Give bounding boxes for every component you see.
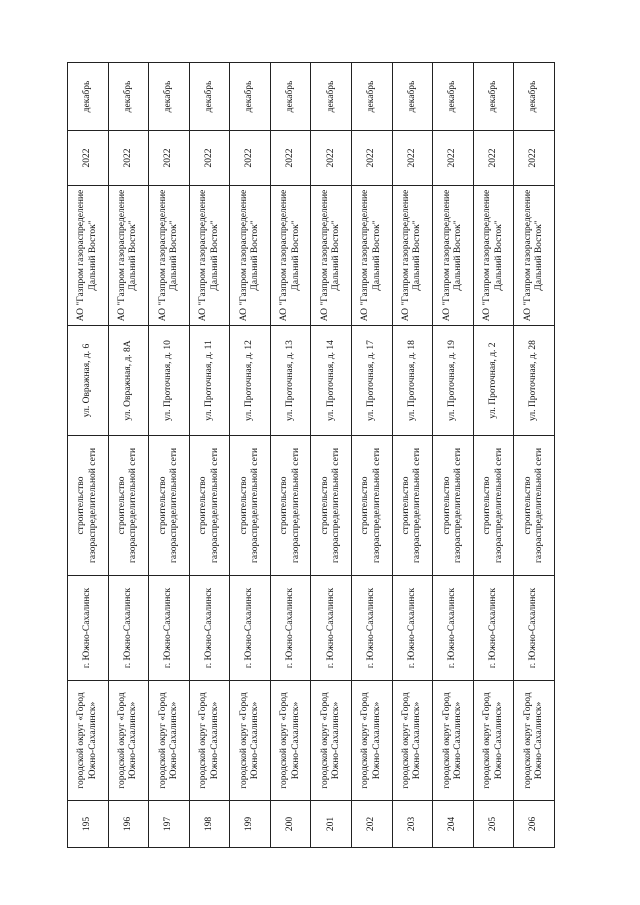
month-cell: декабрь [189,63,230,131]
organization-cell: АО "Газпром газораспределение Дальний Восток" [392,186,433,326]
municipality-cell: городской округ «Город Южно-Сахалинск» [189,681,230,801]
year-cell: 2022 [514,131,555,186]
year-cell: 2022 [392,131,433,186]
city-cell: г. Южно-Сахалинск [352,576,393,681]
organization-cell: АО "Газпром газораспределение Дальний Восток" [352,186,393,326]
row-number-cell: 204 [433,801,474,848]
city-cell: г. Южно-Сахалинск [514,576,555,681]
table-row [352,63,393,848]
work-type-cell: строительство газораспределительной сети [149,436,190,576]
organization-cell: АО "Газпром газораспределение Дальний Восток" [68,186,109,326]
organization-cell: АО "Газпром газораспределение Дальний Восток" [149,186,190,326]
row-number-cell: 203 [392,801,433,848]
address-cell: ул. Проточная, д. 28 [514,326,555,436]
table-row [473,63,514,848]
work-type-cell: строительство газораспределительной сети [433,436,474,576]
city-cell: г. Южно-Сахалинск [270,576,311,681]
municipality-cell: городской округ «Город Южно-Сахалинск» [352,681,393,801]
address-cell: ул. Проточная, д. 13 [270,326,311,436]
month-cell: декабрь [352,63,393,131]
year-cell: 2022 [189,131,230,186]
city-cell: г. Южно-Сахалинск [149,576,190,681]
month-cell: декабрь [473,63,514,131]
table-row [230,63,271,848]
gas-network-schedule-table [67,62,555,848]
month-cell: декабрь [270,63,311,131]
row-number-cell: 201 [311,801,352,848]
work-type-cell: строительство газораспределительной сети [514,436,555,576]
row-number-cell: 197 [149,801,190,848]
rotated-table-wrapper [67,63,554,848]
organization-cell: АО "Газпром газораспределение Дальний Восток" [433,186,474,326]
work-type-cell: строительство газораспределительной сети [473,436,514,576]
month-cell: декабрь [68,63,109,131]
city-cell: г. Южно-Сахалинск [473,576,514,681]
organization-cell: АО "Газпром газораспределение Дальний Восток" [311,186,352,326]
work-type-cell: строительство газораспределительной сети [189,436,230,576]
row-number-cell: 206 [514,801,555,848]
year-cell: 2022 [270,131,311,186]
year-cell: 2022 [473,131,514,186]
table-row [270,63,311,848]
row-number-cell: 199 [230,801,271,848]
city-cell: г. Южно-Сахалинск [311,576,352,681]
year-cell: 2022 [68,131,109,186]
city-cell: г. Южно-Сахалинск [68,576,109,681]
month-cell: декабрь [311,63,352,131]
table-row [108,63,149,848]
work-type-cell: строительство газораспределительной сети [352,436,393,576]
row-number-cell: 202 [352,801,393,848]
municipality-cell: городской округ «Город Южно-Сахалинск» [514,681,555,801]
table-row [392,63,433,848]
month-cell: декабрь [230,63,271,131]
work-type-cell: строительство газораспределительной сети [68,436,109,576]
table-row [514,63,555,848]
organization-cell: АО "Газпром газораспределение Дальний Восток" [189,186,230,326]
organization-cell: АО "Газпром газораспределение Дальний Восток" [108,186,149,326]
table-row [433,63,474,848]
city-cell: г. Южно-Сахалинск [230,576,271,681]
organization-cell: АО "Газпром газораспределение Дальний Восток" [230,186,271,326]
table-row [189,63,230,848]
work-type-cell: строительство газораспределительной сети [311,436,352,576]
address-cell: ул. Проточная, д. 2 [473,326,514,436]
row-number-cell: 198 [189,801,230,848]
city-cell: г. Южно-Сахалинск [433,576,474,681]
month-cell: декабрь [149,63,190,131]
municipality-cell: городской округ «Город Южно-Сахалинск» [149,681,190,801]
work-type-cell: строительство газораспределительной сети [392,436,433,576]
municipality-cell: городской округ «Город Южно-Сахалинск» [311,681,352,801]
organization-cell: АО "Газпром газораспределение Дальний Восток" [270,186,311,326]
table-row [68,63,109,848]
month-cell: декабрь [433,63,474,131]
year-cell: 2022 [311,131,352,186]
year-cell: 2022 [149,131,190,186]
organization-cell: АО "Газпром газораспределение Дальний Восток" [514,186,555,326]
work-type-cell: строительство газораспределительной сети [230,436,271,576]
address-cell: ул. Проточная, д. 10 [149,326,190,436]
year-cell: 2022 [433,131,474,186]
table-body [68,63,555,848]
municipality-cell: городской округ «Город Южно-Сахалинск» [473,681,514,801]
year-cell: 2022 [230,131,271,186]
work-type-cell: строительство газораспределительной сети [108,436,149,576]
table-row [311,63,352,848]
address-cell: ул. Овражная, д. 6 [68,326,109,436]
row-number-cell: 205 [473,801,514,848]
municipality-cell: городской округ «Город Южно-Сахалинск» [270,681,311,801]
address-cell: ул. Проточная, д. 11 [189,326,230,436]
municipality-cell: городской округ «Город Южно-Сахалинск» [108,681,149,801]
month-cell: декабрь [108,63,149,131]
address-cell: ул. Проточная, д. 19 [433,326,474,436]
row-number-cell: 195 [68,801,109,848]
row-number-cell: 200 [270,801,311,848]
municipality-cell: городской округ «Город Южно-Сахалинск» [68,681,109,801]
address-cell: ул. Проточная, д. 14 [311,326,352,436]
row-number-cell: 196 [108,801,149,848]
address-cell: ул. Проточная, д. 18 [392,326,433,436]
address-cell: ул. Проточная, д. 12 [230,326,271,436]
month-cell: декабрь [514,63,555,131]
municipality-cell: городской округ «Город Южно-Сахалинск» [230,681,271,801]
work-type-cell: строительство газораспределительной сети [270,436,311,576]
city-cell: г. Южно-Сахалинск [108,576,149,681]
address-cell: ул. Овражная, д. 8А [108,326,149,436]
municipality-cell: городской округ «Город Южно-Сахалинск» [392,681,433,801]
address-cell: ул. Проточная, д. 17 [352,326,393,436]
table-row [149,63,190,848]
city-cell: г. Южно-Сахалинск [189,576,230,681]
city-cell: г. Южно-Сахалинск [392,576,433,681]
month-cell: декабрь [392,63,433,131]
year-cell: 2022 [108,131,149,186]
municipality-cell: городской округ «Город Южно-Сахалинск» [433,681,474,801]
organization-cell: АО "Газпром газораспределение Дальний Восток" [473,186,514,326]
year-cell: 2022 [352,131,393,186]
